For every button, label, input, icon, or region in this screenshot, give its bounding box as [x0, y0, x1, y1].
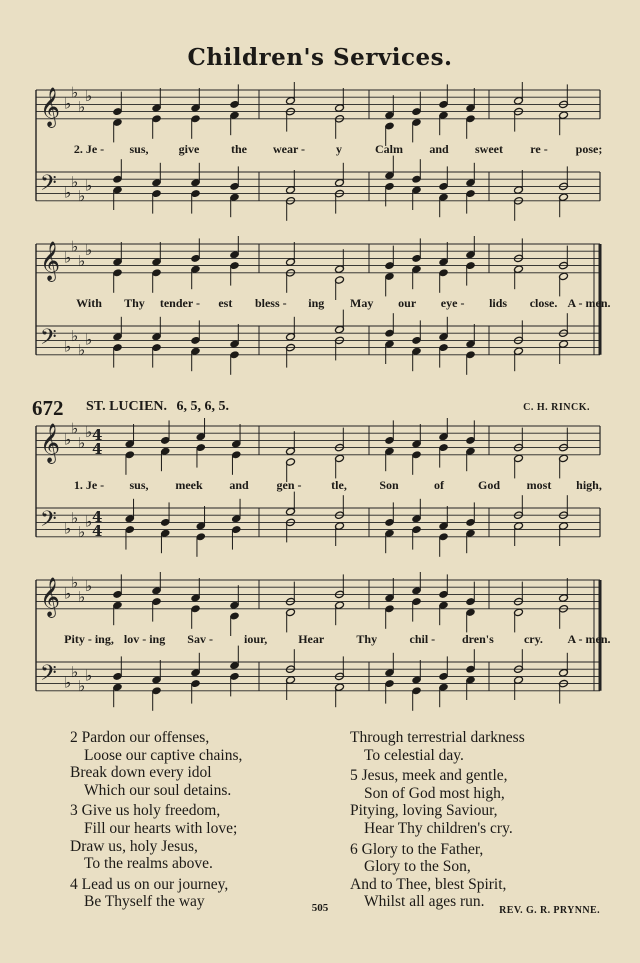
- music-system-3: [34, 418, 604, 558]
- verse-line: To the realms above.: [84, 855, 213, 873]
- verse-line: Son of God most high,: [364, 784, 505, 802]
- flat-icon: ♭: [64, 430, 72, 449]
- verse-line: Glory to the Son,: [364, 858, 471, 876]
- bass-clef-icon: 𝄢: [40, 325, 57, 355]
- bass-clef-icon: 𝄢: [40, 507, 57, 537]
- lyric-syllable: A - men.: [567, 296, 611, 310]
- lyric-syllable: Pity - ing,: [64, 632, 114, 646]
- verse-line: Whilst all ages run.: [364, 893, 485, 911]
- lyric-syllable: tender -: [159, 296, 200, 310]
- verse-line: And to Thee, blest Spirit,: [350, 875, 507, 893]
- lyric-syllable: iour,: [244, 632, 268, 646]
- lyric-syllable: sus,: [129, 478, 149, 492]
- lyric-syllable: eye -: [440, 296, 465, 310]
- lyric-syllable: est: [218, 296, 233, 310]
- lyric-syllable: meek: [175, 478, 203, 492]
- treble-clef-icon: 𝄞: [40, 87, 61, 127]
- flat-icon: ♭: [64, 183, 72, 202]
- lyric-syllable: sweet: [475, 142, 503, 156]
- flat-icon: ♭: [71, 662, 79, 681]
- flat-icon: ♭: [71, 508, 79, 527]
- lyric-syllable: sus,: [129, 142, 149, 156]
- lyrics-line-4: [34, 632, 611, 650]
- verse-line: Draw us, holy Jesus,: [70, 837, 198, 855]
- section-title: Children's Services.: [187, 44, 453, 71]
- verse-line: Through terrestrial darkness: [350, 729, 525, 746]
- flat-icon: ♭: [64, 584, 72, 603]
- lyric-syllable: dren's: [461, 632, 494, 646]
- flat-icon: ♭: [71, 573, 79, 592]
- lyric-syllable: most: [526, 478, 552, 492]
- lyric-syllable: lov - ing: [123, 632, 166, 646]
- hymn-number: 672: [32, 396, 64, 420]
- flat-icon: ♭: [85, 176, 93, 195]
- lyric-syllable: Sav -: [187, 632, 213, 646]
- treble-clef-icon: 𝄞: [40, 423, 61, 463]
- lyric-syllable: A - men.: [567, 632, 611, 646]
- bass-clef-icon: 𝄢: [40, 661, 57, 691]
- lyric-syllable: chil -: [409, 632, 436, 646]
- flat-icon: ♭: [64, 248, 72, 267]
- verse-line: 6 Glory to the Father,: [350, 840, 484, 858]
- lyric-syllable: 1. Je -: [73, 478, 105, 492]
- flat-icon: ♭: [78, 588, 86, 606]
- lyric-syllable: Hear: [298, 632, 325, 646]
- lyrics-line-1: [34, 142, 604, 160]
- flat-icon: ♭: [85, 512, 93, 531]
- tune-meter: 6, 5, 6, 5.: [176, 399, 230, 414]
- verse-line: 5 Jesus, meek and gentle,: [350, 767, 508, 785]
- lyric-syllable: cry.: [523, 632, 543, 646]
- time-signature-digit: 4: [92, 426, 103, 444]
- flat-icon: ♭: [85, 577, 93, 596]
- flat-icon: ♭: [78, 187, 86, 206]
- lyric-syllable: May: [350, 296, 374, 310]
- lyric-syllable: the: [231, 142, 247, 156]
- flat-icon: ♭: [71, 419, 79, 438]
- lyric-syllable: wear -: [272, 142, 306, 156]
- lyric-syllable: Son: [379, 478, 399, 492]
- flat-icon: ♭: [64, 94, 72, 113]
- lyric-syllable: gen -: [276, 478, 302, 492]
- verse-line: Be Thyself the way: [84, 893, 205, 911]
- lyric-syllable: 2. Je -: [73, 142, 105, 156]
- tune-name: ST. LUCIEN.: [86, 399, 168, 414]
- flat-icon: ♭: [71, 326, 79, 345]
- flat-icon: ♭: [78, 677, 86, 696]
- flat-icon: ♭: [85, 666, 93, 685]
- flat-icon: ♭: [64, 337, 72, 356]
- bass-clef-icon: 𝄢: [40, 171, 57, 201]
- lyric-syllable: give: [178, 142, 200, 156]
- verse-line: 4 Lead us on our journey,: [70, 875, 229, 893]
- lyric-syllable: Thy: [356, 632, 378, 646]
- lyric-syllable: lids: [489, 296, 508, 310]
- lyric-syllable: pose;: [575, 142, 603, 156]
- flat-icon: ♭: [78, 252, 86, 270]
- lyric-syllable: of: [434, 478, 444, 492]
- flat-icon: ♭: [64, 519, 72, 538]
- flat-icon: ♭: [85, 423, 93, 442]
- lyric-syllable: our: [398, 296, 417, 310]
- tune-heading: [86, 399, 229, 415]
- verse-line: Which our soul detains.: [84, 781, 232, 799]
- verse-line: Fill our hearts with love;: [84, 819, 238, 837]
- lyric-syllable: y: [336, 142, 342, 156]
- flat-icon: ♭: [71, 83, 79, 102]
- verse-line: Break down every idol: [70, 764, 212, 782]
- verses-right-column: [350, 729, 525, 911]
- time-signature-digit: 4: [92, 440, 103, 458]
- flat-icon: ♭: [64, 673, 72, 692]
- page-number: 505: [311, 902, 329, 914]
- flat-icon: ♭: [78, 523, 86, 542]
- lyric-syllable: and: [429, 142, 449, 156]
- verse-line: 2 Pardon our offenses,: [70, 729, 210, 746]
- flat-icon: ♭: [85, 241, 93, 260]
- lyrics-line-2: [34, 296, 611, 314]
- lyrics-line-3: [34, 478, 604, 496]
- music-system-1: [34, 82, 604, 222]
- verse-line: To celestial day.: [364, 746, 464, 764]
- lyric-syllable: and: [229, 478, 249, 492]
- verse-line: 3 Give us holy freedom,: [70, 802, 221, 820]
- treble-clef-icon: 𝄞: [40, 241, 61, 281]
- music-system-2: [34, 236, 611, 376]
- lyric-syllable: bless -: [254, 296, 287, 310]
- treble-clef-icon: 𝄞: [40, 577, 61, 617]
- flat-icon: ♭: [78, 98, 86, 116]
- flat-icon: ♭: [78, 341, 86, 360]
- verse-line: Pitying, loving Saviour,: [350, 802, 498, 820]
- flat-icon: ♭: [78, 434, 86, 452]
- flat-icon: ♭: [71, 172, 79, 191]
- time-signature-digit: 4: [92, 508, 103, 526]
- flat-icon: ♭: [71, 237, 79, 256]
- verse-line: Loose our captive chains,: [84, 746, 243, 764]
- lyric-syllable: re -: [530, 142, 548, 156]
- flat-icon: ♭: [85, 330, 93, 349]
- verses-left-column: [70, 729, 242, 911]
- lyric-syllable: Thy: [124, 296, 145, 310]
- lyric-syllable: With: [76, 296, 102, 310]
- flat-icon: ♭: [85, 87, 93, 106]
- composer: C. H. RINCK.: [523, 402, 590, 413]
- lyric-syllable: close.: [529, 296, 558, 310]
- music-system-4: [34, 572, 611, 712]
- author: REV. G. R. PRYNNE.: [499, 905, 600, 916]
- lyric-syllable: Calm: [375, 142, 403, 156]
- time-signature-digit: 4: [92, 522, 103, 540]
- lyric-syllable: tle,: [331, 478, 347, 492]
- verse-line: Hear Thy children's cry.: [364, 819, 513, 837]
- lyric-syllable: God: [477, 478, 501, 492]
- lyric-syllable: ing: [308, 296, 325, 310]
- lyric-syllable: high,: [576, 478, 602, 492]
